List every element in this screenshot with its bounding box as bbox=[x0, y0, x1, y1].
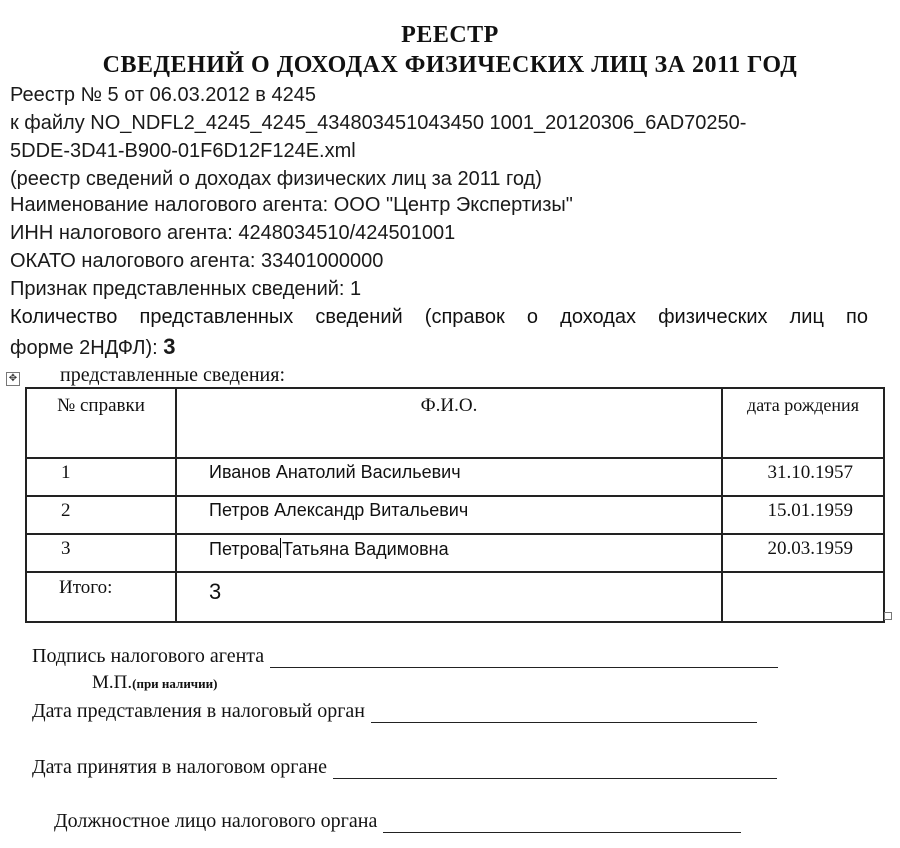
header-cert-number: № справки bbox=[26, 388, 176, 458]
submission-sign: Признак представленных сведений: 1 bbox=[10, 278, 362, 300]
total-label: Итого: bbox=[26, 572, 176, 622]
file-name-line2: 5DDE-3D41-B900-01F6D12F124E.xml bbox=[10, 140, 356, 162]
register-table bbox=[25, 387, 885, 623]
cert-number[interactable]: 1 bbox=[26, 458, 176, 496]
text-cursor bbox=[280, 538, 281, 558]
agent-okato: ОКАТО налогового агента: 33401000000 bbox=[10, 250, 384, 272]
full-name-part1: Петрова bbox=[209, 539, 279, 559]
header-full-name: Ф.И.О. bbox=[176, 388, 722, 458]
full-name-part2: Татьяна Вадимовна bbox=[282, 539, 449, 559]
full-name[interactable] bbox=[176, 534, 722, 572]
accept-date-row bbox=[32, 756, 777, 779]
count-line-2 bbox=[10, 334, 176, 360]
total-empty-cell[interactable] bbox=[722, 572, 884, 622]
register-description: (реестр сведений о доходах физических лиц за 2011 год) bbox=[10, 168, 542, 190]
stamp-label bbox=[92, 672, 217, 694]
table-row bbox=[26, 534, 884, 572]
full-name[interactable]: Иванов Анатолий Васильевич bbox=[176, 458, 722, 496]
table-header-row bbox=[26, 388, 884, 458]
table-caption: представленные сведения: bbox=[60, 364, 286, 386]
register-number: Реестр № 5 от 06.03.2012 в 4245 bbox=[10, 84, 316, 106]
table-row bbox=[26, 458, 884, 496]
submit-date-label: Дата представления в налоговый орган bbox=[32, 700, 365, 722]
official-row bbox=[54, 810, 741, 833]
header-birth-date: дата рождения bbox=[722, 388, 884, 458]
count-label: форме 2НДФЛ): bbox=[10, 337, 158, 359]
birth-date[interactable]: 15.01.1959 bbox=[722, 496, 884, 534]
cert-number[interactable]: 2 bbox=[26, 496, 176, 534]
cert-number[interactable]: 3 bbox=[26, 534, 176, 572]
agent-name: Наименование налогового агента: ООО "Центр Экспертизы" bbox=[10, 194, 573, 216]
table-resize-handle[interactable] bbox=[884, 612, 892, 620]
document-subtitle: СВЕДЕНИЙ О ДОХОДАХ ФИЗИЧЕСКИХ ЛИЦ ЗА 2011 ГОД bbox=[102, 52, 798, 78]
stamp-note: (при наличии) bbox=[132, 676, 218, 691]
agent-signature-row bbox=[32, 645, 778, 668]
total-value[interactable]: 3 bbox=[176, 572, 722, 622]
birth-date[interactable]: 20.03.1959 bbox=[722, 534, 884, 572]
count-value: 3 bbox=[163, 334, 176, 359]
accept-date-line[interactable] bbox=[333, 760, 777, 779]
count-line-1: Количество представленных сведений (справок о доходах физических лиц по bbox=[10, 306, 868, 328]
submit-date-row bbox=[32, 700, 757, 723]
agent-signature-line[interactable] bbox=[270, 649, 778, 668]
file-name-line1: к файлу NO_NDFL2_4245_4245_434803451043450 1001_20120306_6AD70250- bbox=[10, 112, 747, 134]
table-move-handle-icon[interactable]: ✥ bbox=[6, 372, 20, 386]
official-line[interactable] bbox=[383, 814, 741, 833]
table-total-row bbox=[26, 572, 884, 622]
agent-inn: ИНН налогового агента: 4248034510/424501001 bbox=[10, 222, 456, 244]
official-label: Должностное лицо налогового органа bbox=[54, 810, 378, 832]
stamp-text: М.П. bbox=[92, 672, 133, 693]
submit-date-line[interactable] bbox=[371, 704, 757, 723]
birth-date[interactable]: 31.10.1957 bbox=[722, 458, 884, 496]
accept-date-label: Дата принятия в налоговом органе bbox=[32, 756, 327, 778]
agent-signature-label: Подпись налогового агента bbox=[32, 645, 265, 667]
table-row bbox=[26, 496, 884, 534]
document-title: РЕЕСТР bbox=[401, 22, 499, 48]
full-name[interactable]: Петров Александр Витальевич bbox=[176, 496, 722, 534]
